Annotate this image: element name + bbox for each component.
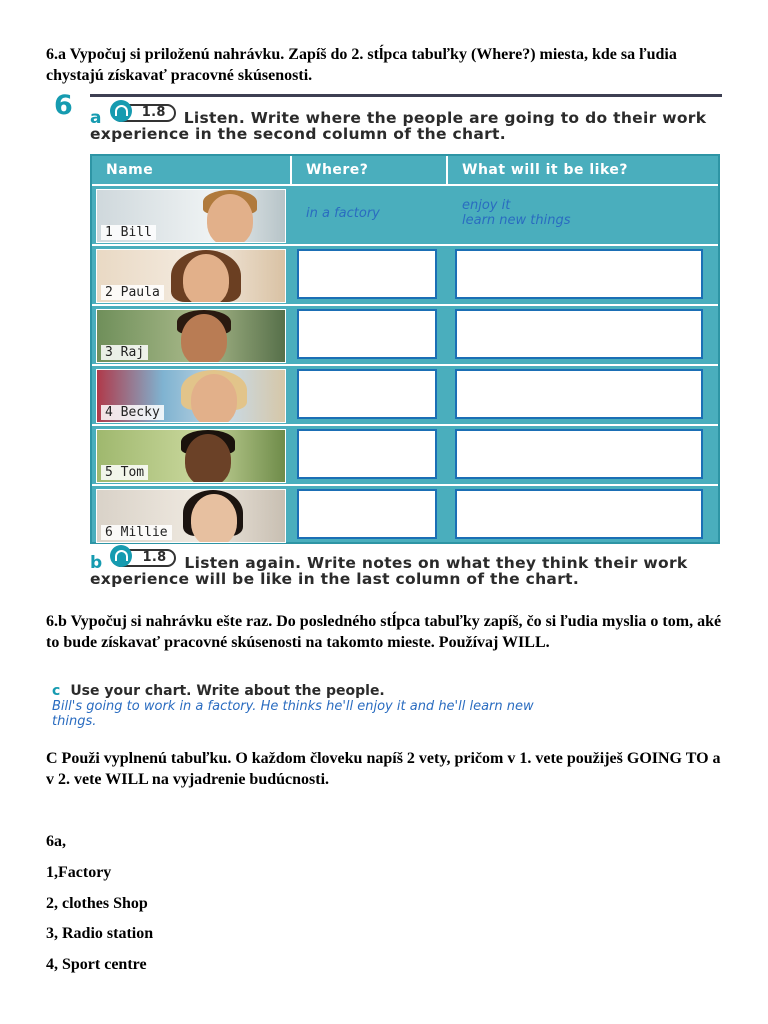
answer-box-like[interactable] [455, 369, 703, 419]
answer-item: 3, Radio station [46, 925, 154, 942]
answer-like-bill: enjoy it learn new things [462, 198, 571, 228]
headphones-icon [110, 100, 132, 122]
task-letter-c: c [52, 683, 61, 699]
task-text-b: Listen again. Write notes on what they think their work experience will be like in the last column of the chart. [90, 554, 688, 588]
table-row [92, 244, 718, 304]
header-like: What will it be like? [462, 162, 629, 178]
person-name: 3 Raj [101, 345, 148, 360]
exercise-number: 6 [54, 90, 74, 121]
task-letter-a: a [90, 108, 102, 128]
answer-box-like[interactable] [455, 309, 703, 359]
table-row [92, 184, 718, 244]
answer-box-where[interactable] [297, 429, 437, 479]
answer-box-like[interactable] [455, 249, 703, 299]
answer-item: 1,Factory [46, 864, 112, 881]
task-letter-b: b [90, 553, 103, 573]
instruction-6a: 6.a Vypočuj si priloženú nahrávku. Zapíš do 2. stĺpca tabuľky (Where?) miesta, kde sa ľudia chystajú získavať pracovné skúsenosti. [46, 46, 677, 84]
answer-where-bill: in a factory [306, 206, 380, 221]
photo-tom [96, 429, 286, 483]
answer-box-where[interactable] [297, 489, 437, 539]
book-task-c [52, 684, 572, 729]
table-row [92, 424, 718, 484]
header-where: Where? [292, 156, 448, 184]
task-text-a: Listen. Write where the people are going to do their work experience in the second column of the chart. [90, 109, 707, 143]
photo-becky [96, 369, 286, 423]
instruction-c: C Použi vyplnenú tabuľku. O každom človeku napíš 2 vety, pričom v 1. vete použiješ GOING TO a v 2. vete WILL na vyjadrenie budúcnosti. [46, 750, 721, 788]
answer-box-where[interactable] [297, 309, 437, 359]
task-text-c: Use your chart. Write about the people. [70, 683, 385, 699]
book-task-b [90, 549, 722, 587]
person-name: 6 Millie [101, 525, 172, 540]
answer-box-where[interactable] [297, 249, 437, 299]
work-experience-chart [90, 154, 720, 544]
divider [90, 94, 722, 97]
person-name: 5 Tom [101, 465, 148, 480]
headphones-icon [110, 545, 132, 567]
photo-paula [96, 249, 286, 303]
header-name: Name [92, 156, 292, 184]
answer-item: 2, clothes Shop [46, 895, 148, 912]
audio-track-a: 1.8 [112, 104, 176, 122]
table-row [92, 484, 718, 544]
answers-heading: 6a, [46, 833, 66, 850]
book-task-a [54, 90, 722, 143]
table-row [92, 364, 718, 424]
person-name: 1 Bill [101, 225, 156, 240]
answer-box-like[interactable] [455, 489, 703, 539]
photo-millie [96, 489, 286, 543]
answer-item: 4, Sport centre [46, 956, 147, 973]
task-example-c: Bill's going to work in a factory. He thinks he'll enjoy it and he'll learn new things. [52, 699, 534, 729]
table-row [92, 304, 718, 364]
photo-raj [96, 309, 286, 363]
answer-box-like[interactable] [455, 429, 703, 479]
person-name: 4 Becky [101, 405, 164, 420]
audio-track-b: 1.8 [112, 549, 176, 567]
person-name: 2 Paula [101, 285, 164, 300]
answer-box-where[interactable] [297, 369, 437, 419]
instruction-6b: 6.b Vypočuj si nahrávku ešte raz. Do posledného stĺpca tabuľky zapíš, čo si ľudia myslia o tom, aké to bude získavať pracovné skúsenosti na takomto mieste. Používaj WILL. [46, 613, 722, 651]
photo-bill [96, 189, 286, 243]
